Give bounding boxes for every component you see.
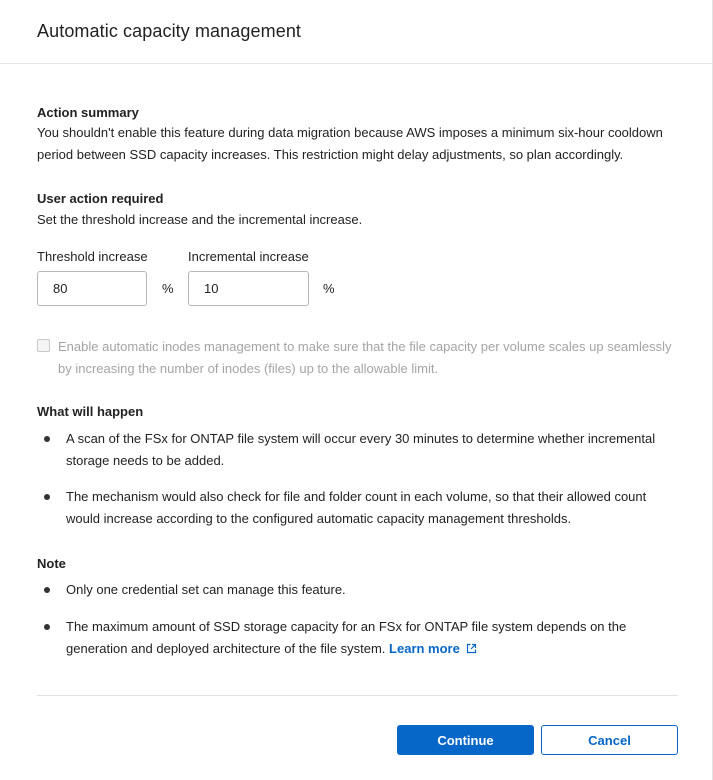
incremental-label: Incremental increase — [188, 249, 309, 264]
note-item-2 — [66, 616, 681, 661]
external-link-icon — [466, 639, 477, 661]
what-will-happen-heading: What will happen — [37, 404, 144, 419]
note-heading: Note — [37, 556, 66, 571]
incremental-input[interactable] — [188, 271, 309, 306]
threshold-unit: % — [162, 281, 174, 296]
dialog-title: Automatic capacity management — [37, 21, 302, 41]
what-will-happen-item-1: A scan of the FSx for ONTAP file system will occur every 30 minutes to determine whether incremental storage needs to be added. — [66, 431, 656, 468]
note-item-2-text: The maximum amount of SSD storage capacity for an FSx for ONTAP file system depends on the generation and deployed architecture of the file system. — [66, 619, 627, 656]
threshold-input[interactable] — [37, 271, 147, 306]
learn-more-link[interactable] — [389, 641, 477, 656]
threshold-label: Threshold increase — [37, 249, 148, 264]
learn-more-label: Learn more — [389, 641, 460, 656]
bullet-icon — [44, 587, 50, 593]
incremental-unit: % — [323, 281, 335, 296]
dialog-header — [0, 0, 712, 64]
footer-divider — [37, 695, 678, 696]
bullet-icon — [44, 436, 50, 442]
continue-button[interactable]: Continue — [397, 725, 534, 755]
user-action-text: Set the threshold increase and the incremental increase. — [37, 212, 363, 227]
user-action-heading: User action required — [37, 191, 164, 206]
bullet-icon — [44, 494, 50, 500]
what-will-happen-item-2: The mechanism would also check for file and folder count in each volume, so that their allowed count would increase according to the configured automatic capacity management thresholds. — [66, 489, 647, 526]
inodes-checkbox-label: Enable automatic inodes management to make sure that the file capacity per volume scales up seamlessly by increasing the number of inodes (files) up to the allowable limit. — [58, 339, 672, 376]
inodes-checkbox[interactable] — [37, 339, 50, 352]
cancel-button[interactable]: Cancel — [541, 725, 678, 755]
bullet-icon — [44, 624, 50, 630]
action-summary-heading: Action summary — [37, 105, 139, 120]
action-summary-text: You shouldn't enable this feature during data migration because AWS imposes a minimum six-hour cooldown period between SSD capacity increases. This restriction might delay adjustments, so plan accordingly. — [37, 125, 663, 162]
note-item-1: Only one credential set can manage this feature. — [66, 582, 346, 597]
